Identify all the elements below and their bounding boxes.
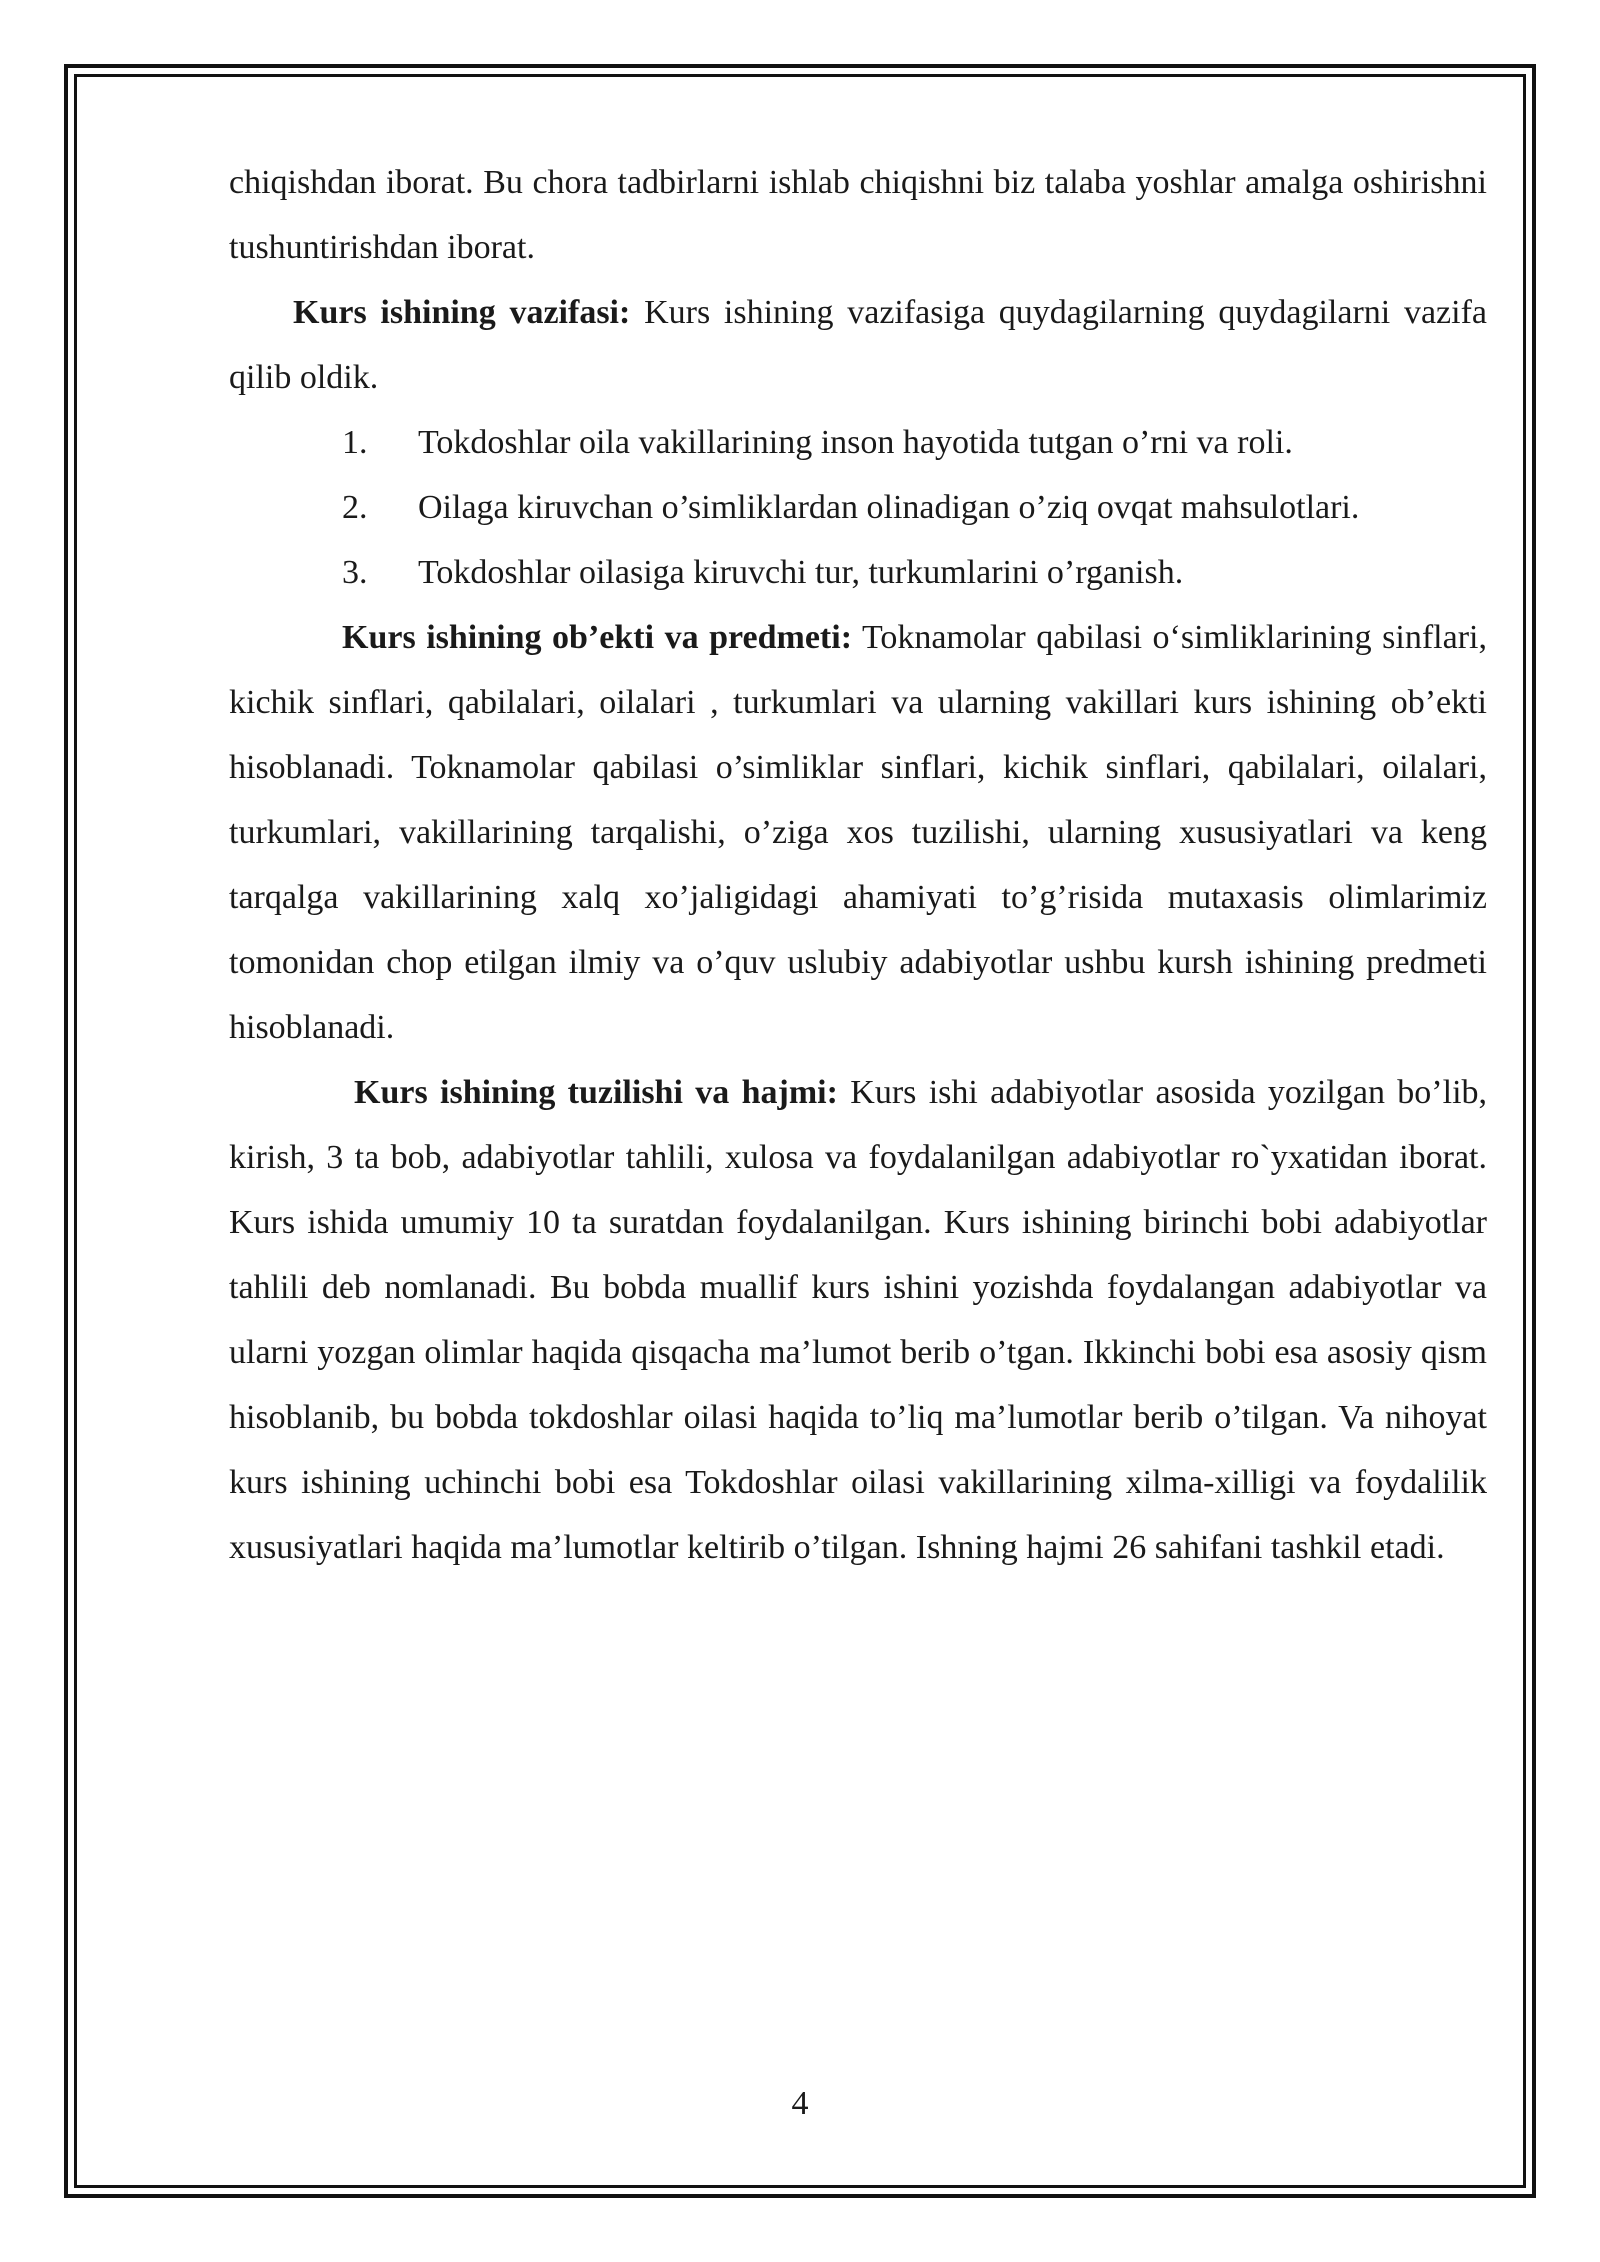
list-item bbox=[229, 540, 1487, 605]
page-number: 4 bbox=[791, 2085, 809, 2122]
page-content bbox=[229, 150, 1487, 1580]
paragraph-obekti bbox=[229, 605, 1487, 1060]
list-item-text: Oilaga kiruvchan o’simliklardan olinadigan o’ziq ovqat mahsulotlari. bbox=[418, 489, 1360, 526]
list-item-text: Tokdoshlar oila vakillarining inson hayotida tutgan o’rni va roli. bbox=[418, 424, 1293, 461]
heading-tuzilishi: Kurs ishining tuzilishi va hajmi: bbox=[354, 1074, 838, 1111]
list-item-number: 3. bbox=[342, 554, 368, 591]
paragraph-tuzilishi bbox=[229, 1060, 1487, 1580]
list-item-text: Tokdoshlar oilasiga kiruvchi tur, turkumlarini o’rganish. bbox=[418, 554, 1184, 591]
list-item-number: 2. bbox=[342, 489, 368, 526]
text-obekti: Toknamolar qabilasi o‘simliklarining sinflari, kichik sinflari, qabilalari, oilalari , turkumlari va ularning vakillari kurs ishining ob’ekti hisoblanadi. Toknamolar qabilasi o’simliklar sinflari, kichik sinflari, qabilalari, oilalari, turkumlari, vakillarining tarqalishi, o’ziga xos tuzilishi, ularning xususiyatlari va keng tarqalga vakillarining xalq xo’jaligidagi ahamiyati to’g’risida mutaxasis olimlarimiz tomonidan chop etilgan ilmiy va o’quv uslubiy adabiyotlar ushbu kursh ishining predmeti hisoblanadi. bbox=[229, 619, 1487, 1046]
text-tuzilishi: Kurs ishi adabiyotlar asosida yozilgan bo’lib, kirish, 3 ta bob, adabiyotlar tahlili, xulosa va foydalanilgan adabiyotlar ro`yxatidan iborat. Kurs ishida umumiy 10 ta suratdan foydalanilgan. Kurs ishining birinchi bobi adabiyotlar tahlili deb nomlanadi. Bu bobda muallif kurs ishini yozishda foydalangan adabiyotlar va ularni yozgan olimlar haqida qisqacha ma’lumot berib o’tgan. Ikkinchi bobi esa asosiy qism hisoblanib, bu bobda tokdoshlar oilasi haqida to’liq ma’lumotlar berib o’tilgan. Va nihoyat kurs ishining uchinchi bobi esa Tokdoshlar oilasi vakillarining xilma-xilligi va foydalilik xususiyatlari haqida ma’lumotlar keltirib o’tilgan. Ishning hajmi 26 sahifani tashkil etadi. bbox=[229, 1074, 1488, 1566]
paragraph-intro-end: chiqishdan iborat. Bu chora tadbirlarni ishlab chiqishni biz talaba yoshlar amalga oshirishni tushuntirishdan iborat. bbox=[229, 164, 1487, 266]
list-item bbox=[229, 410, 1487, 475]
list-item-number: 1. bbox=[342, 424, 368, 461]
heading-vazifasi: Kurs ishining vazifasi: bbox=[293, 294, 631, 331]
text-vazifasi: Kurs ishining vazifasiga quydagilarning quydagilarni vazifa qilib oldik. bbox=[229, 294, 1487, 396]
list-item bbox=[229, 475, 1487, 540]
paragraph-vazifasi bbox=[229, 280, 1487, 410]
heading-obekti: Kurs ishining ob’ekti va predmeti: bbox=[342, 619, 853, 656]
